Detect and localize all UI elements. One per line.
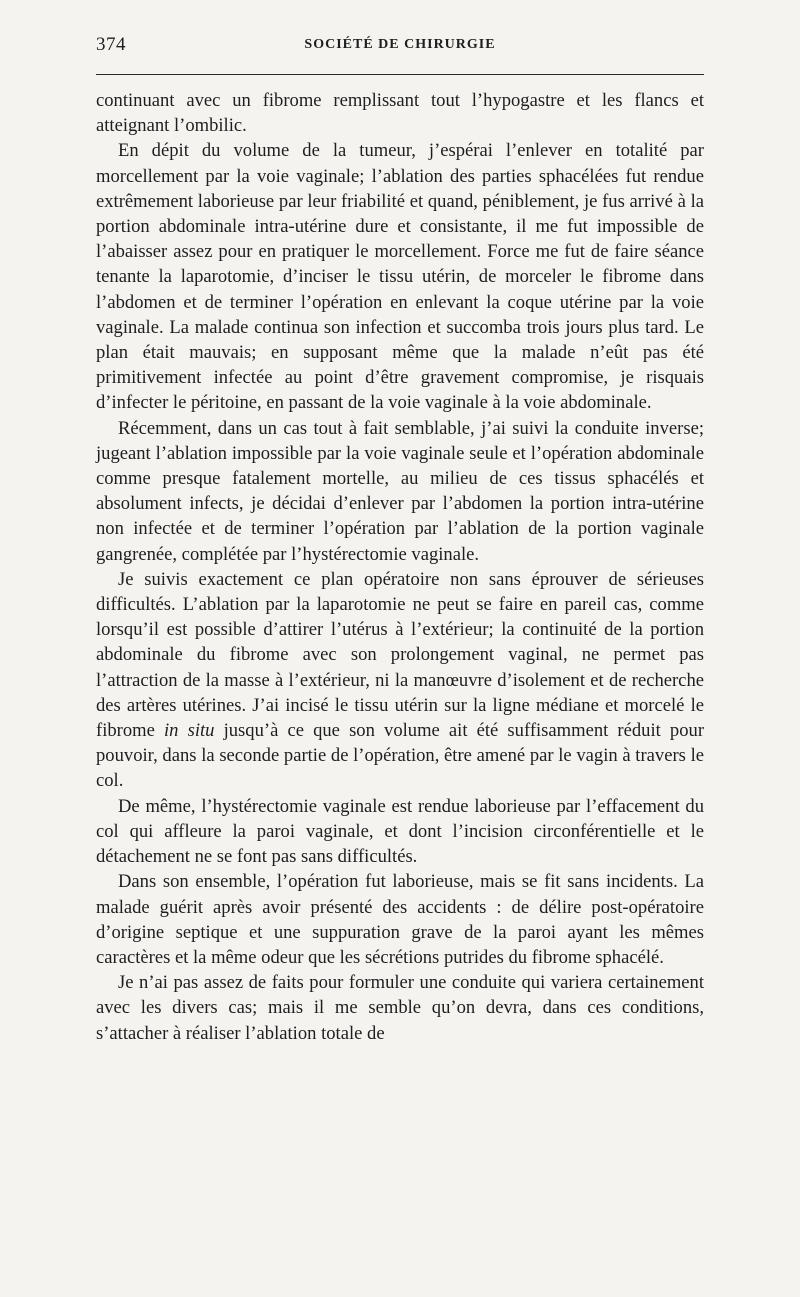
paragraph-vaginal-morcellement: En dépit du volume de la tumeur, j’espérai l’enlever en totalité par morcellement par la voie vaginale; l’ablation des parties sphacélées fut rendue extrêmement laborieuse par leur friabilité et quand, péniblement, je fus arrivé à la portion abdominale intra-utérine dure et consistante, il me fut impossible de l’abaisser assez pour en pratiquer le morcellement. Force me fut de faire séance tenante la laparotomie, d’inciser le tissu utérin, de morceler le fibrome dans l’abdomen et de terminer l’opération en enlevant la coque utérine par la voie vaginale. La malade continua son infection et succomba trois jours plus tard. Le plan était mauvais; en supposant même que la malade n’eût pas été primitivement infectée au point d’être gravement compromise, je risquais d’infecter le péritoine, en passant de la voie vaginale à la voie abdominale. [96, 140, 704, 414]
body-text [96, 88, 704, 1046]
paragraph-outcome: Dans son ensemble, l’opération fut laborieuse, mais se fit sans incidents. La malade guérit après avoir présenté des accidents : de délire post-opératoire d’origine septique et une suppuration grave de la paroi ayant les mêmes caractères et la même odeur que les sécrétions putrides du fibrome sphacélé. [96, 871, 704, 968]
page-number: 374 [96, 34, 126, 55]
paragraph-continuation: continuant avec un fibrome remplissant tout l’hypogastre et les flancs et atteignant l’ombilic. [96, 90, 704, 137]
paragraph-recent-case: Récemment, dans un cas tout à fait semblable, j’ai suivi la conduite inverse; jugeant l’ablation impossible par la voie vaginale seule et l’opération abdominale comme presque fatalement mortelle, au milieu de ces tissus sphacélés et absolument infects, je décidai d’enlever par l’abdomen la portion intra-utérine non infectée et de terminer l’opération par l’ablation de la portion vaginale gangrenée, complétée par l’hystérectomie vaginale. [96, 417, 704, 565]
running-title: SOCIÉTÉ DE CHIRURGIE [304, 37, 496, 52]
header-rule [96, 74, 704, 75]
paragraph-conclusion: Je n’ai pas assez de faits pour formuler une conduite qui variera certainement avec les divers cas; mais il me semble qu’on devra, dans ces conditions, s’attacher à réaliser l’ablation totale de [96, 972, 704, 1044]
paragraph-operative-plan [96, 567, 704, 794]
paragraph-operative-plan-after: jusqu’à ce que son volume ait été suffisamment réduit pour pouvoir, dans la seconde partie de l’opération, être amené par le vagin à travers le col. [96, 720, 705, 792]
paragraph-hysterectomy: De même, l’hystérectomie vaginale est rendue laborieuse par l’effacement du col qui affleure la paroi vaginale, et dont l’incision circonférentielle et le détachement ne se font pas sans difficultés. [96, 795, 704, 868]
italic-in-situ: in situ [164, 720, 215, 742]
page-header [96, 34, 704, 64]
paragraph-operative-plan-before: Je suivis exactement ce plan opératoire non sans éprouver de sérieuses difficultés. L’ablation par la laparotomie ne peut se faire en pareil cas, comme lorsqu’il est possible d’attirer l’utérus à l’extérieur; la continuité de la portion abdominale du fibrome avec son prolongement vaginal, ne permet pas l’attraction de la masse à l’extérieur, ni la manœuvre d’isolement et de recherche des artères utérines. J’ai incisé le tissu utérin sur la ligne médiane et morcelé le fibrome [96, 568, 704, 742]
